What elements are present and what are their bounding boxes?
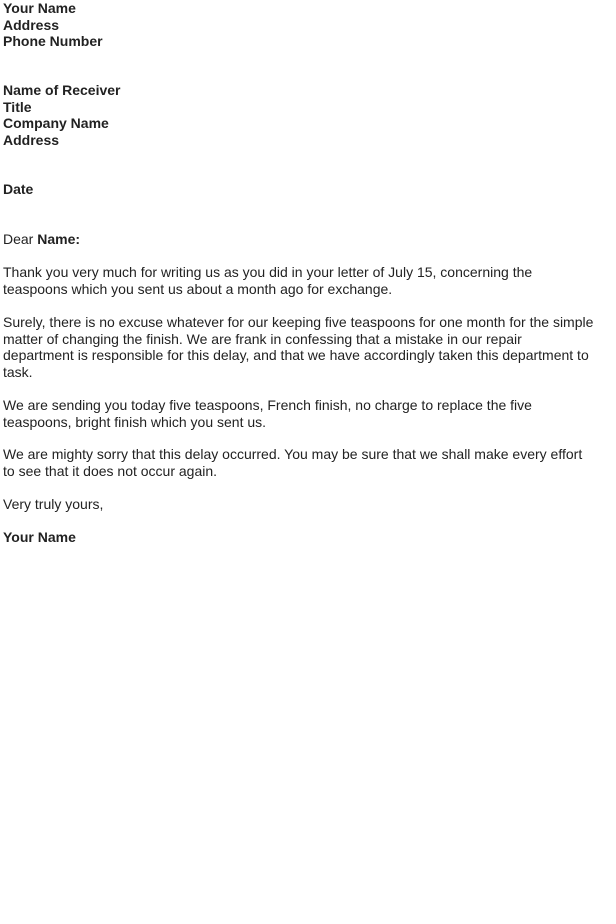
signature-block bbox=[3, 529, 613, 546]
salutation bbox=[3, 231, 613, 248]
paragraph-line: Thank you very much for writing us as you did in your letter of July 15, concerning the bbox=[3, 264, 533, 280]
paragraph-line: to see that it does not occur again. bbox=[3, 462, 218, 479]
sender-name: Your Name bbox=[3, 0, 76, 16]
sender-address: Address bbox=[3, 16, 60, 33]
signature-name: Your Name bbox=[3, 529, 76, 545]
paragraph-line: matter of changing the finish. We are frank in confessing that a mistake in our repair bbox=[3, 330, 522, 347]
closing bbox=[3, 496, 613, 513]
paragraph-line: task. bbox=[3, 363, 33, 380]
paragraph-line: Surely, there is no excuse whatever for our keeping five teaspoons for one month for the simple bbox=[3, 314, 594, 330]
paragraph-line: We are sending you today five teaspoons, French finish, no charge to replace the five bbox=[3, 397, 532, 413]
paragraph-line: department is responsible for this delay, and that we have accordingly taken this department to bbox=[3, 347, 589, 364]
paragraph-line: teaspoons which you sent us about a month ago for exchange. bbox=[3, 280, 393, 297]
receiver-block bbox=[3, 82, 613, 148]
body-paragraph-3 bbox=[3, 397, 613, 430]
receiver-name: Name of Receiver bbox=[3, 82, 121, 98]
date-block bbox=[3, 181, 613, 198]
salutation-prefix: Dear bbox=[3, 231, 34, 247]
receiver-company: Company Name bbox=[3, 115, 109, 132]
receiver-address: Address bbox=[3, 131, 60, 148]
receiver-title: Title bbox=[3, 98, 32, 115]
sender-block bbox=[3, 0, 613, 50]
body-paragraph-4 bbox=[3, 446, 613, 479]
closing-text: Very truly yours, bbox=[3, 496, 104, 512]
sender-phone: Phone Number bbox=[3, 33, 103, 50]
body-paragraph-2 bbox=[3, 314, 613, 380]
paragraph-line: We are mighty sorry that this delay occurred. You may be sure that we shall make every effort bbox=[3, 446, 583, 462]
paragraph-line: teaspoons, bright finish which you sent us. bbox=[3, 413, 267, 430]
salutation-name: Name: bbox=[37, 231, 81, 247]
body-paragraph-1 bbox=[3, 264, 613, 297]
letter-date: Date bbox=[3, 181, 34, 197]
